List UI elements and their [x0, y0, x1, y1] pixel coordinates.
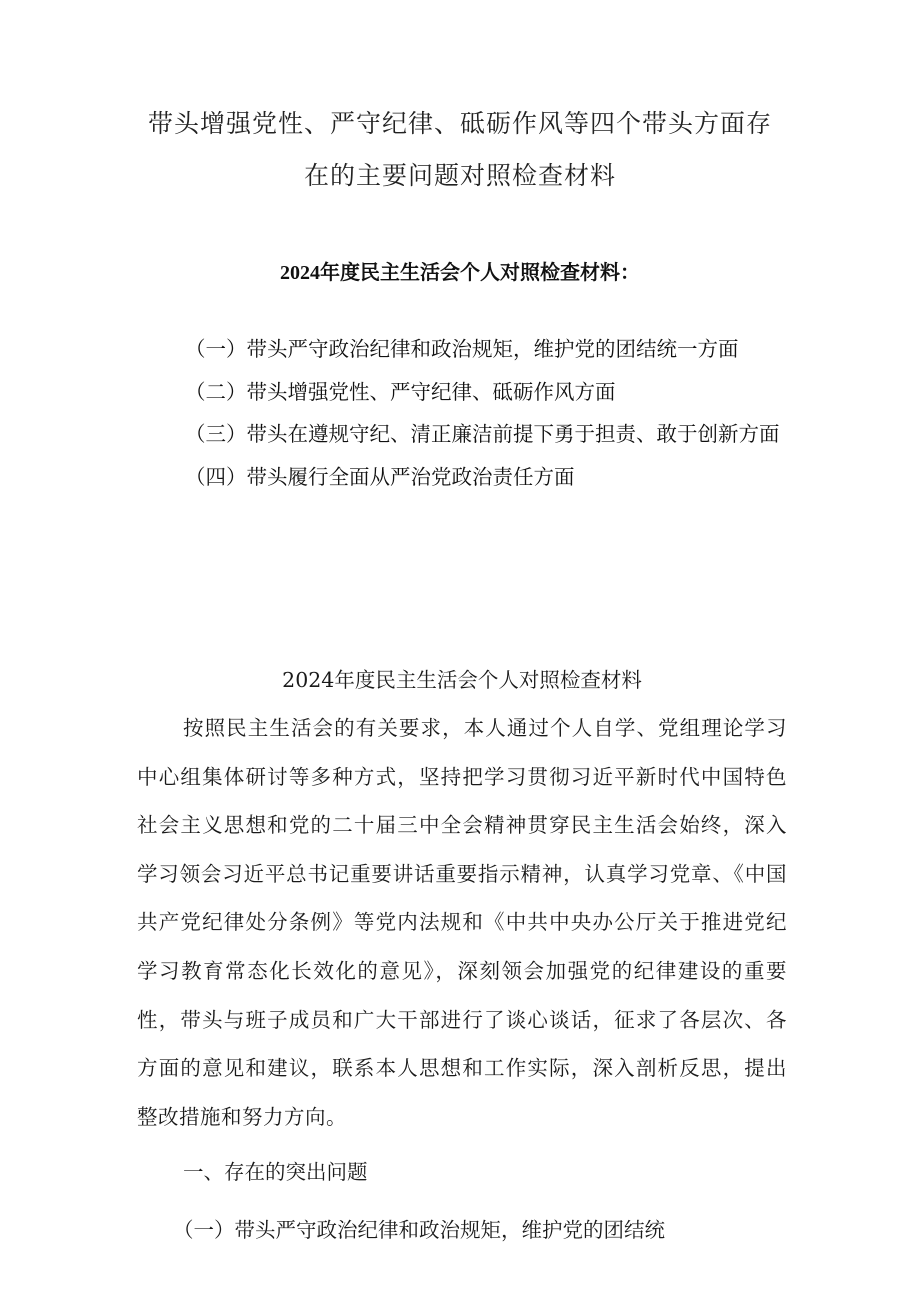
document-title [120, 98, 800, 202]
document-subtitle: 2024年度民主生活会个人对照检查材料： [280, 262, 640, 284]
outline-item-4: （四）带头履行全面从严治党政治责任方面 [185, 464, 575, 489]
outline-item-2: （二）带头增强党性、严守纪律、砥砺作风方面 [185, 379, 616, 404]
body-paragraph: 按照民主生活会的有关要求，本人通过个人自学、党组理论学习中心组集体研讨等多种方式，坚持把学习贯彻习近平新时代中国特色社会主义思想和党的二十届三中全会精神贯穿民主生活会始终，深入学习领会习近平总书记重要讲话重要指示精神，认真学习党章、《中国共产党纪律处分条例》等党内法规和《中共中央办公厅关于推进党纪学习教育常态化长效化的意见》，深刻领会加强党的纪律建设的重要性，带头与班子成员和广大干部进行了谈心谈话，征求了各层次、各方面的意见和建议，联系本人思想和工作实际，深入剖析反思，提出整改措施和努力方向。 [137, 716, 787, 1129]
sub-heading: （一）带头严守政治纪律和政治规矩，维护党的团结统 [173, 1218, 665, 1243]
title-line-1: 带头增强党性、严守纪律、砥砺作风等四个带头方面存 [147, 109, 772, 138]
outline-item-3: （三）带头在遵规守纪、清正廉洁前提下勇于担责、敢于创新方面 [185, 422, 780, 446]
body-heading: 2024年度民主生活会个人对照检查材料 [282, 668, 642, 692]
body-section [137, 660, 787, 1255]
title-line-2: 在的主要问题对照检查材料 [303, 161, 616, 190]
outline-list [137, 328, 787, 498]
section-heading: 一、存在的突出问题 [183, 1160, 368, 1185]
outline-item-1: （一）带头严守政治纪律和政治规矩，维护党的团结统一方面 [185, 337, 739, 361]
